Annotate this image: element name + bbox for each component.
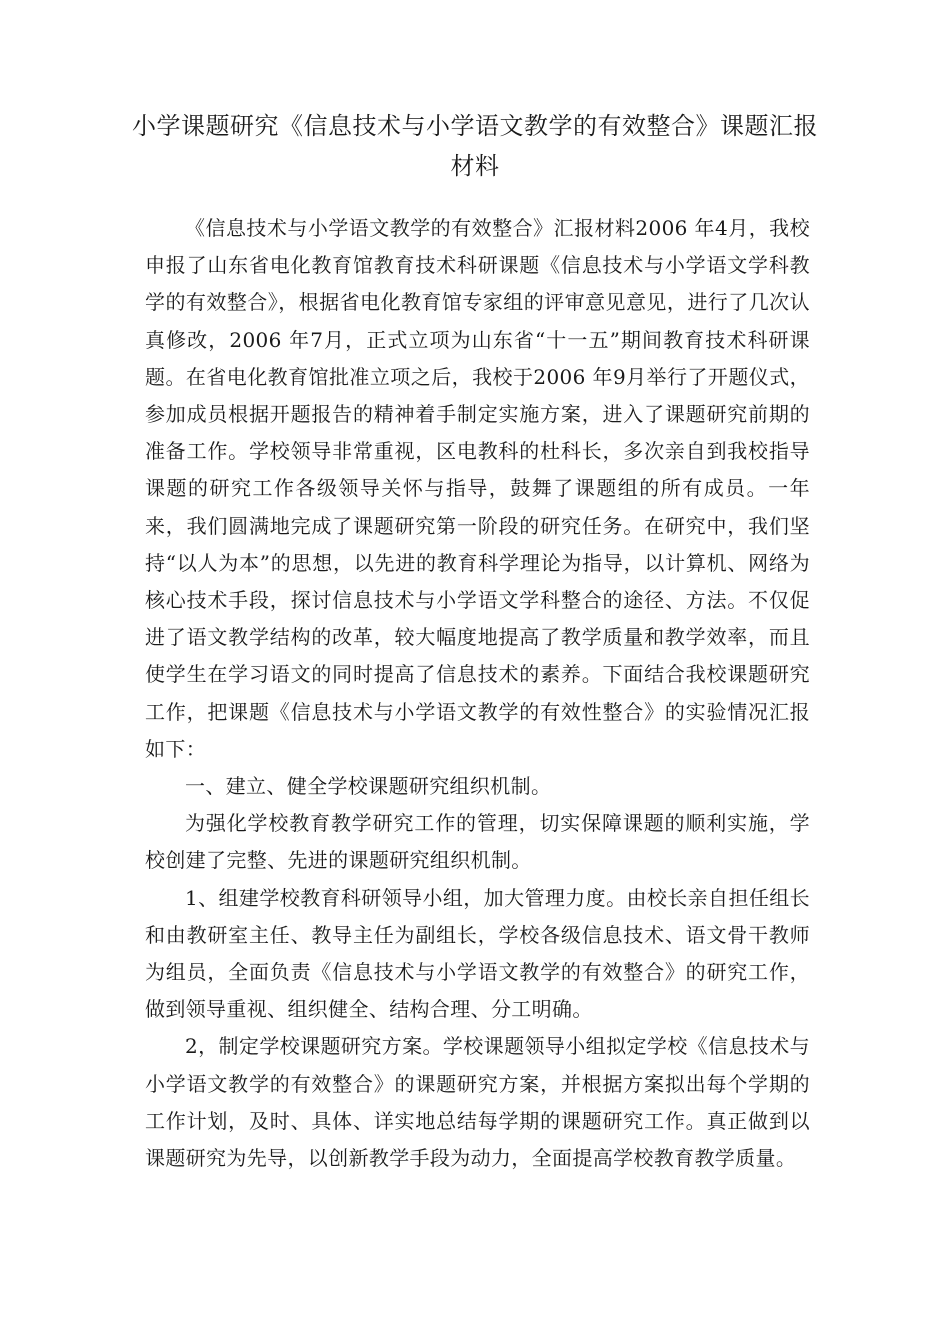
document-body	[145, 210, 810, 1177]
paragraph-item-1: 1、组建学校教育科研领导小组，加大管理力度。由校长亲自担任组长和由教研室主任、教导主任为副组长，学校各级信息技术、语文骨干教师为组员，全面负责《信息技术与小学语文教学的有效整合》的研究工作，做到领导重视、组织健全、结构合理、分工明确。	[145, 885, 810, 1022]
document-title: 小学课题研究《信息技术与小学语文教学的有效整合》课题汇报材料	[132, 112, 818, 180]
paragraph-section-heading-1: 一、建立、健全学校课题研究组织机制。	[185, 774, 552, 799]
paragraph-item-2: 2，制定学校课题研究方案。学校课题领导小组拟定学校《信息技术与小学语文教学的有效整合》的课题研究方案，并根据方案拟出每个学期的工作计划，及时、具体、详实地总结每学期的课题研究工作。真正做到以课题研究为先导，以创新教学手段为动力，全面提高学校教育教学质量。	[145, 1034, 810, 1171]
paragraph-section-1-intro: 为强化学校教育教学研究工作的管理，切实保障课题的顺利实施，学校创建了完整、先进的课题研究组织机制。	[145, 811, 810, 873]
paragraph-intro: 《信息技术与小学语文教学的有效整合》汇报材料2006 年4月，我校申报了山东省电化教育馆教育技术科研课题《信息技术与小学语文学科教学的有效整合》，根据省电化教育馆专家组的评审意见意见，进行了几次认真修改，2006 年7月，正式立项为山东省“十一五”期间教育技术科研课题。在省电化教育馆批准立项之后，我校于2006 年9月举行了开题仪式，参加成员根据开题报告的精神着手制定实施方案，进入了课题研究前期的准备工作。学校领导非常重视，区电教科的杜科长，多次亲自到我校指导课题的研究工作各级领导关怀与指导，鼓舞了课题组的所有成员。一年来，我们圆满地完成了课题研究第一阶段的研究任务。在研究中，我们坚持“以人为本”的思想，以先进的教育科学理论为指导，以计算机、网络为核心技术手段，探讨信息技术与小学语文学科整合的途径、方法。不仅促进了语文教学结构的改革，较大幅度地提高了教学质量和教学效率，而且使学生在学习语文的同时提高了信息技术的素养。下面结合我校课题研究工作，把课题《信息技术与小学语文教学的有效性整合》的实验情况汇报如下：	[145, 216, 810, 761]
